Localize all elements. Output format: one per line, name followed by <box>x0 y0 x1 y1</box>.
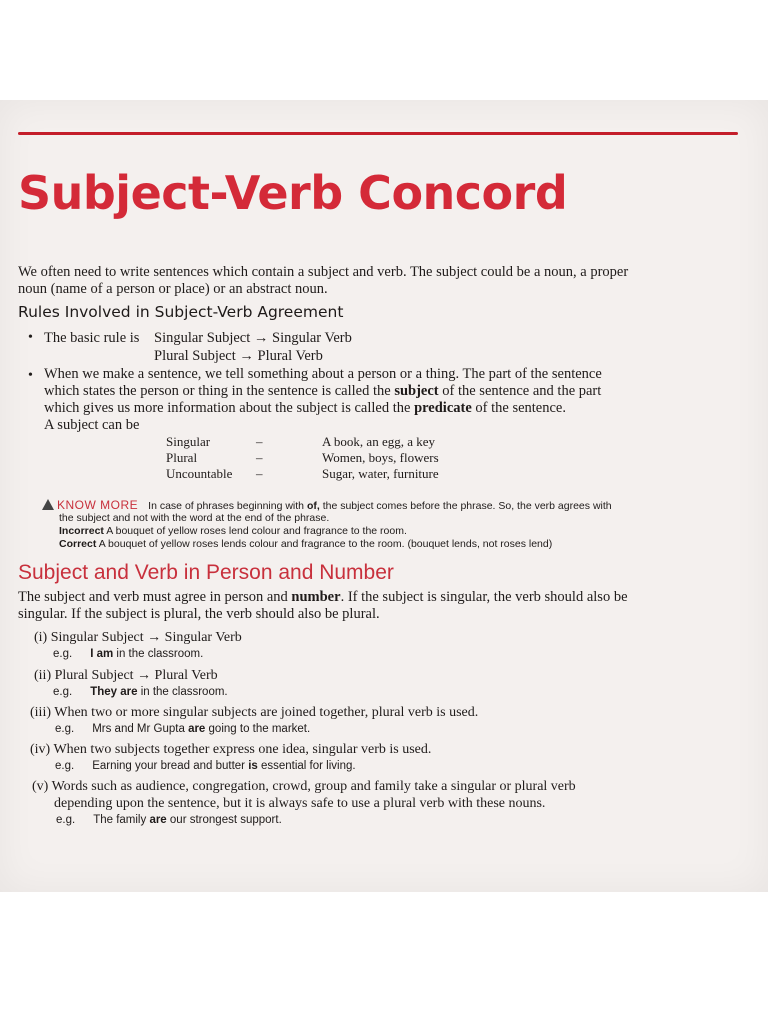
page-title: Subject-Verb Concord <box>18 166 568 220</box>
subject-dash: – <box>256 466 263 481</box>
item-number: (iv) <box>30 742 51 757</box>
subject-type: Plural <box>166 450 198 465</box>
subject-examples: Sugar, water, furniture <box>322 466 439 481</box>
know-more-incorrect: Incorrect A bouquet of yellow roses lend colour and fragrance to the room. <box>59 525 407 537</box>
subject-type: Singular <box>166 434 211 449</box>
item-example: e.g. Earning your bread and butter is essential for living. <box>55 760 356 772</box>
rule2-line2: which states the person or thing in the sentence is called the subject of the sentence and the part <box>44 383 602 399</box>
section-intro-line-2: singular. If the subject is plural, the verb should also be plural. <box>18 606 380 622</box>
item-number: (v) <box>32 779 49 794</box>
list-item <box>30 741 431 758</box>
section-heading: Subject and Verb in Person and Number <box>18 561 394 584</box>
subject-examples: Women, boys, flowers <box>322 450 439 465</box>
item-number: (iii) <box>30 705 51 720</box>
rules-heading: Rules Involved in Subject-Verb Agreement <box>18 303 344 321</box>
rule2-line3: which gives us more information about the subject is called the predicate of the sentence. <box>44 400 566 416</box>
rule2-line4: A subject can be <box>44 417 140 433</box>
subject-type: Uncountable <box>166 466 233 481</box>
bullet-2: • <box>28 368 33 383</box>
item-text-continued: depending upon the sentence, but it is always safe to use a plural verb with these nouns. <box>54 796 546 811</box>
item-number: (i) <box>34 630 48 645</box>
item-text: Plural Subject → Plural Verb <box>54 668 218 683</box>
title-divider <box>18 132 738 135</box>
know-more-correct: Correct A bouquet of yellow roses lends colour and fragrance to the room. (bouquet lends, not roses lend) <box>59 538 553 550</box>
warning-icon <box>42 499 54 510</box>
item-number: (ii) <box>34 668 52 683</box>
subject-dash: – <box>256 450 263 465</box>
bullet-1: • <box>28 330 33 345</box>
rule1-prefix: The basic rule is <box>44 330 140 346</box>
subject-examples: A book, an egg, a key <box>322 434 436 449</box>
item-example: e.g. I am in the classroom. <box>53 648 204 660</box>
know-more-label: KNOW MORE <box>57 498 139 512</box>
item-text: When two or more singular subjects are joined together, plural verb is used. <box>54 705 479 720</box>
know-more-line-1: KNOW MORE In case of phrases beginning with of, the subject comes before the phrase. So, the verb agrees with <box>42 496 612 514</box>
rule2-line1: When we make a sentence, we tell something about a person or a thing. The part of the sentence <box>44 366 602 382</box>
item-text: Singular Subject → Singular Verb <box>50 630 242 645</box>
intro-line-1: We often need to write sentences which contain a subject and verb. The subject could be a noun, a proper <box>18 264 629 280</box>
item-text: Words such as audience, congregation, crowd, group and family take a singular or plural verb <box>51 779 576 794</box>
list-item <box>34 667 218 684</box>
item-example: e.g. They are in the classroom. <box>53 686 228 698</box>
intro-line-2: noun (name of a person or place) or an abstract noun. <box>18 281 328 297</box>
item-text: When two subjects together express one idea, singular verb is used. <box>53 742 432 757</box>
know-more-line-2: the subject and not with the word at the end of the phrase. <box>59 512 330 524</box>
list-item <box>32 778 576 795</box>
item-example: e.g. The family are our strongest support. <box>56 814 282 826</box>
rule1-line1: Singular Subject → Singular Verb <box>154 330 352 346</box>
section-intro-line-1: The subject and verb must agree in person and number. If the subject is singular, the verb should also be <box>18 589 628 605</box>
item-example: e.g. Mrs and Mr Gupta are going to the market. <box>55 723 311 735</box>
list-item <box>30 704 478 721</box>
list-item <box>34 629 242 646</box>
subject-dash: – <box>256 434 263 449</box>
rule1-line2: Plural Subject → Plural Verb <box>154 348 323 364</box>
